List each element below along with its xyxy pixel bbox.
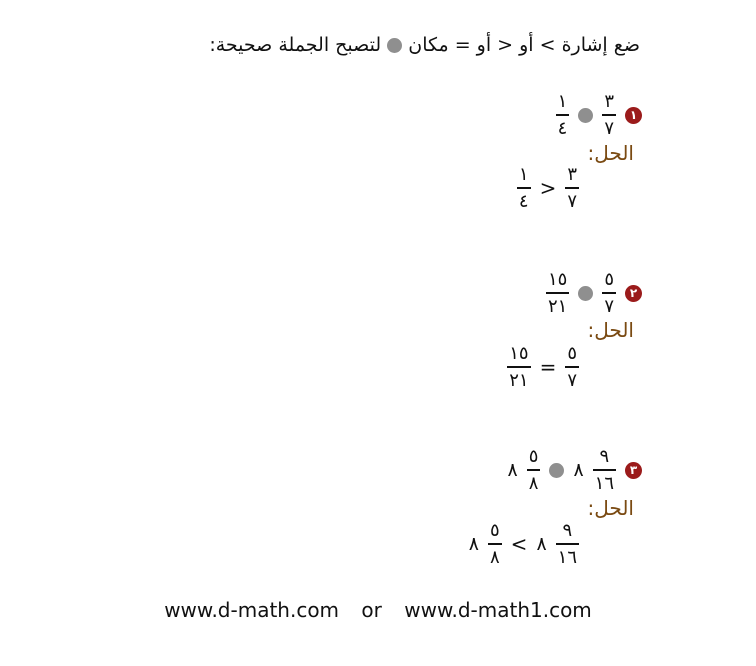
fraction	[556, 93, 570, 138]
problem-number-badge: ٣	[625, 462, 642, 479]
problem-2	[546, 271, 642, 316]
numerator: ٥	[604, 269, 614, 290]
footer-or: or	[361, 598, 382, 622]
fraction	[488, 522, 502, 567]
solution-2	[507, 345, 579, 390]
numerator: ١٥	[547, 269, 568, 290]
instruction-part1: ضع إشارة > أو < أو = مكان	[408, 34, 640, 56]
problem-1	[556, 93, 642, 138]
instruction-part2: لتصبح الجملة صحيحة:	[209, 34, 382, 56]
numerator: ١٥	[509, 343, 529, 364]
problem-number-badge: ١	[625, 107, 642, 124]
problem-number-badge: ٢	[625, 285, 642, 302]
fraction	[602, 271, 616, 316]
numerator: ٥	[490, 520, 500, 541]
circle-placeholder-icon	[549, 463, 564, 478]
whole-number: ٨	[468, 533, 479, 556]
numerator: ٥	[528, 446, 539, 467]
numerator: ١	[518, 164, 529, 185]
circle-placeholder-icon	[578, 286, 593, 301]
fraction	[517, 166, 531, 211]
denominator: ٤	[518, 190, 529, 212]
solution-label: الحل:	[587, 318, 634, 342]
footer	[0, 598, 756, 622]
denominator: ٧	[604, 295, 614, 317]
footer-site-2: www.d-math1.com	[404, 598, 592, 622]
comparison-operator: >	[539, 176, 557, 201]
denominator: ٤	[557, 117, 568, 139]
numerator: ٩	[562, 520, 573, 541]
numerator: ١	[557, 91, 568, 112]
circle-placeholder-icon	[387, 38, 402, 53]
whole-number: ٨	[573, 459, 584, 482]
fraction	[602, 93, 616, 138]
denominator: ١٦	[557, 546, 577, 568]
numerator: ٥	[567, 343, 577, 364]
numerator: ٣	[567, 164, 577, 185]
numerator: ٩	[599, 446, 610, 467]
fraction	[565, 166, 579, 211]
fraction	[507, 345, 530, 390]
comparison-operator: =	[539, 355, 557, 380]
solution-3	[469, 522, 579, 567]
fraction	[546, 271, 569, 316]
fraction	[556, 522, 579, 567]
solution-label: الحل:	[587, 141, 634, 165]
denominator: ٢١	[509, 369, 529, 391]
denominator: ٨	[490, 546, 500, 568]
fraction	[565, 345, 579, 390]
solution-label: الحل:	[587, 496, 634, 520]
denominator: ٧	[567, 190, 577, 212]
numerator: ٣	[604, 91, 614, 112]
whole-number: ٨	[507, 459, 518, 482]
denominator: ١٦	[594, 472, 614, 494]
denominator: ٢١	[547, 295, 568, 317]
problem-3	[508, 448, 642, 493]
denominator: ٧	[567, 369, 577, 391]
footer-site-1: www.d-math.com	[164, 598, 340, 622]
fraction	[593, 448, 616, 493]
comparison-operator: <	[510, 532, 528, 557]
denominator: ٧	[604, 117, 614, 139]
circle-placeholder-icon	[578, 108, 593, 123]
whole-number: ٨	[536, 533, 547, 556]
fraction	[527, 448, 541, 493]
denominator: ٨	[528, 472, 539, 494]
instruction	[120, 34, 640, 56]
solution-1	[517, 166, 579, 211]
